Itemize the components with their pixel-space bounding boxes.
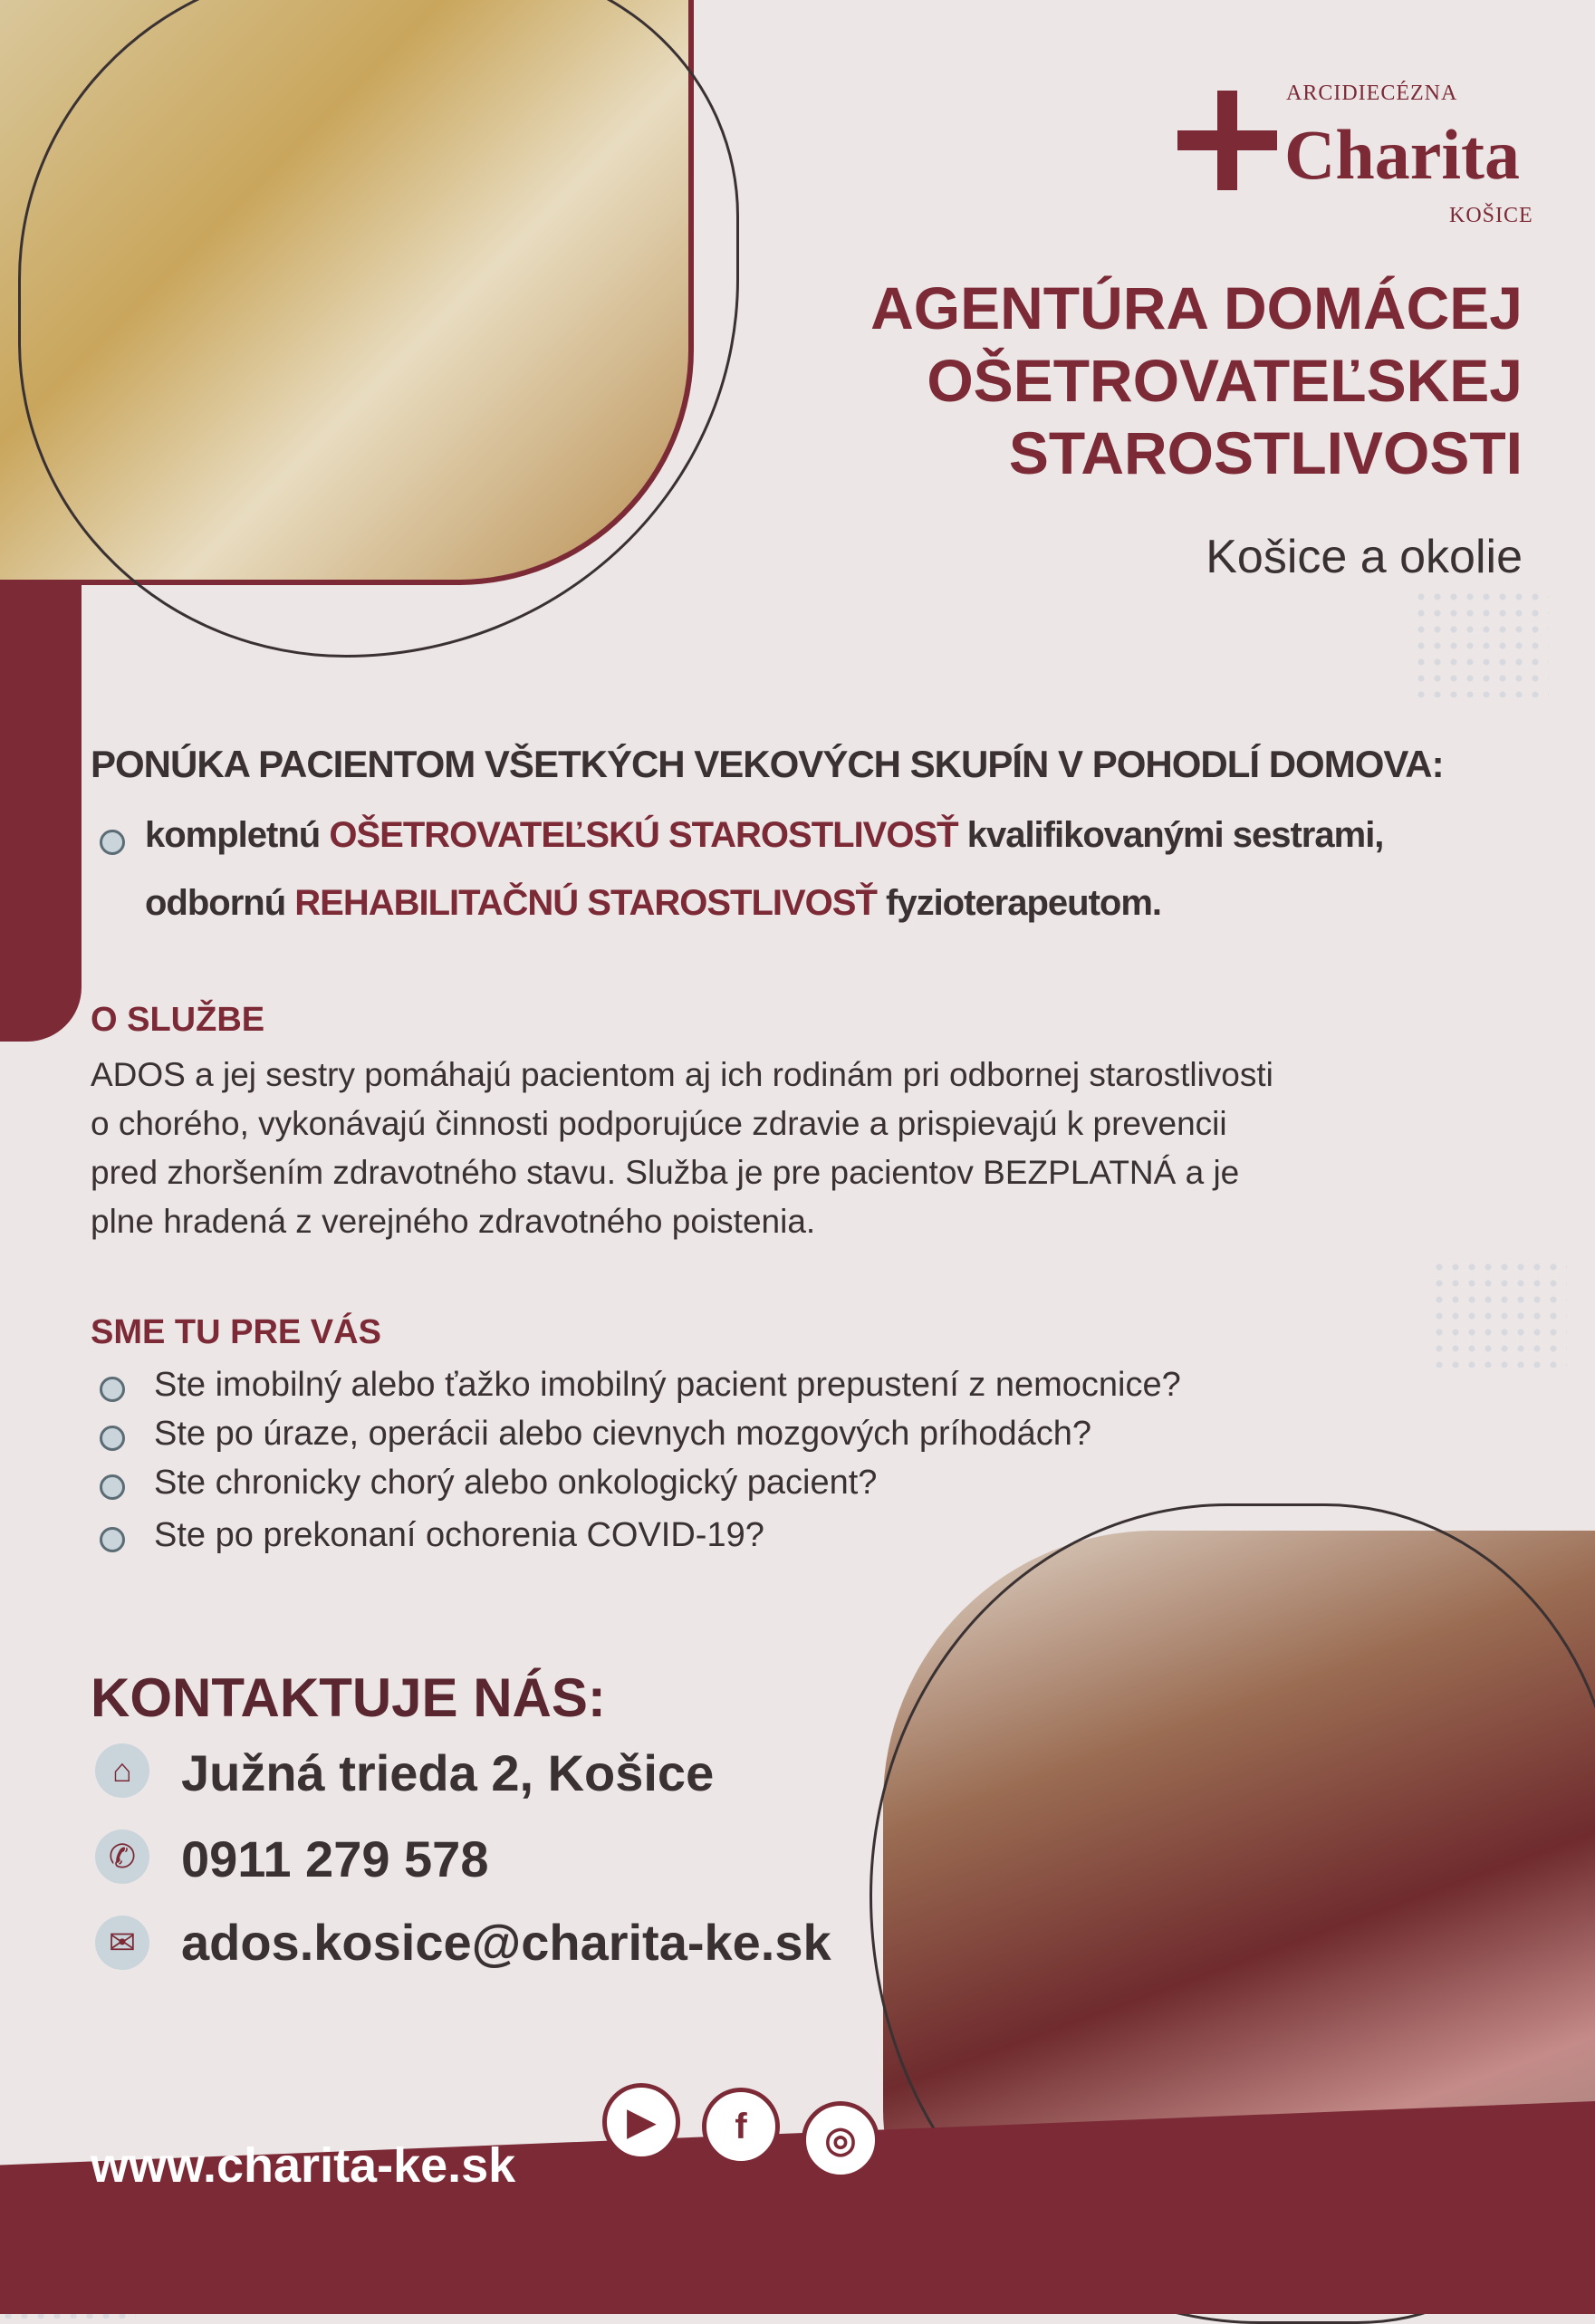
footer-band: [0, 2101, 1595, 2314]
about-paragraph: [91, 1051, 1558, 1246]
phone-icon[interactable]: ✆: [95, 1829, 149, 1884]
mail-icon[interactable]: ✉: [95, 1916, 149, 1970]
bullet-icon: [100, 1527, 125, 1552]
offer-line-2-c: fyzioterapeutom.: [876, 883, 1162, 923]
for-you-item: Ste chronicky chorý alebo onkologický pacient?: [154, 1464, 878, 1502]
logo-name: Charita: [1284, 115, 1520, 194]
facebook-icon[interactable]: f: [702, 2088, 780, 2166]
page-title: [870, 272, 1523, 489]
logo-city: KOŠICE: [1449, 204, 1533, 227]
title-line-2: OŠETROVATEĽSKEJ: [927, 347, 1523, 414]
bullet-icon: [100, 1474, 125, 1500]
house-icon: ⌂: [95, 1743, 149, 1798]
offer-line-2-a: odbornú: [145, 883, 295, 923]
about-line-3: pred zhoršením zdravotného stavu. Služba je pre pacientov BEZPLATNÁ a je: [91, 1154, 1240, 1191]
offer-line-2: [145, 883, 1161, 924]
for-you-item: Ste po prekonaní ochorenia COVID-19?: [154, 1516, 764, 1554]
charita-cross-icon: [1177, 91, 1277, 190]
decor-dots-middle: [1431, 1259, 1567, 1368]
decor-outline-top: [18, 0, 739, 658]
about-line-4: plne hradená z verejného zdravotného poistenia.: [91, 1203, 816, 1240]
contact-address: Južná trieda 2, Košice: [181, 1744, 715, 1801]
about-line-1: ADOS a jej sestry pomáhajú pacientom aj ich rodinám pri odbornej starostlivosti: [91, 1056, 1273, 1093]
website-link[interactable]: www.charita-ke.sk: [91, 2138, 516, 2193]
offer-line-1-c: kvalifikovanými sestrami,: [957, 815, 1384, 855]
page-subtitle: Košice a okolie: [1206, 531, 1523, 583]
contact-email[interactable]: ados.kosice@charita-ke.sk: [181, 1914, 831, 1971]
about-heading: O SLUŽBE: [91, 1001, 265, 1039]
decor-dots-top: [1413, 589, 1549, 697]
bullet-icon: [100, 1426, 125, 1451]
bullet-icon: [100, 830, 125, 855]
offer-line-1: [145, 815, 1383, 856]
for-you-item: Ste imobilný alebo ťažko imobilný pacient prepustení z nemocnice?: [154, 1366, 1181, 1404]
for-you-heading: SME TU PRE VÁS: [91, 1313, 381, 1351]
contact-heading: KONTAKTUJE NÁS:: [91, 1667, 606, 1728]
offer-heading: PONÚKA PACIENTOM VŠETKÝCH VEKOVÝCH SKUPÍN V POHODLÍ DOMOVA:: [91, 743, 1444, 785]
instagram-icon[interactable]: ◎: [802, 2101, 879, 2179]
contact-phone[interactable]: 0911 279 578: [181, 1830, 489, 1887]
charita-logo[interactable]: [1177, 82, 1540, 235]
for-you-item: Ste po úraze, operácii alebo cievnych mozgových príhodách?: [154, 1415, 1092, 1453]
offer-line-2-b: REHABILITAČNÚ STAROSTLIVOSŤ: [294, 883, 877, 923]
title-line-1: AGENTÚRA DOMÁCEJ: [870, 274, 1523, 341]
youtube-icon[interactable]: ▶: [602, 2083, 680, 2161]
about-line-2: o chorého, vykonávajú činnosti podporujúce zdravie a prispievajú k prevencii: [91, 1105, 1227, 1142]
logo-top-text: ARCIDIECÉZNA: [1286, 82, 1458, 105]
offer-line-1-a: kompletnú: [145, 815, 330, 855]
title-line-3: STAROSTLIVOSTI: [1008, 419, 1523, 486]
offer-line-1-b: OŠETROVATEĽSKÚ STAROSTLIVOSŤ: [329, 815, 958, 855]
bullet-icon: [100, 1377, 125, 1402]
